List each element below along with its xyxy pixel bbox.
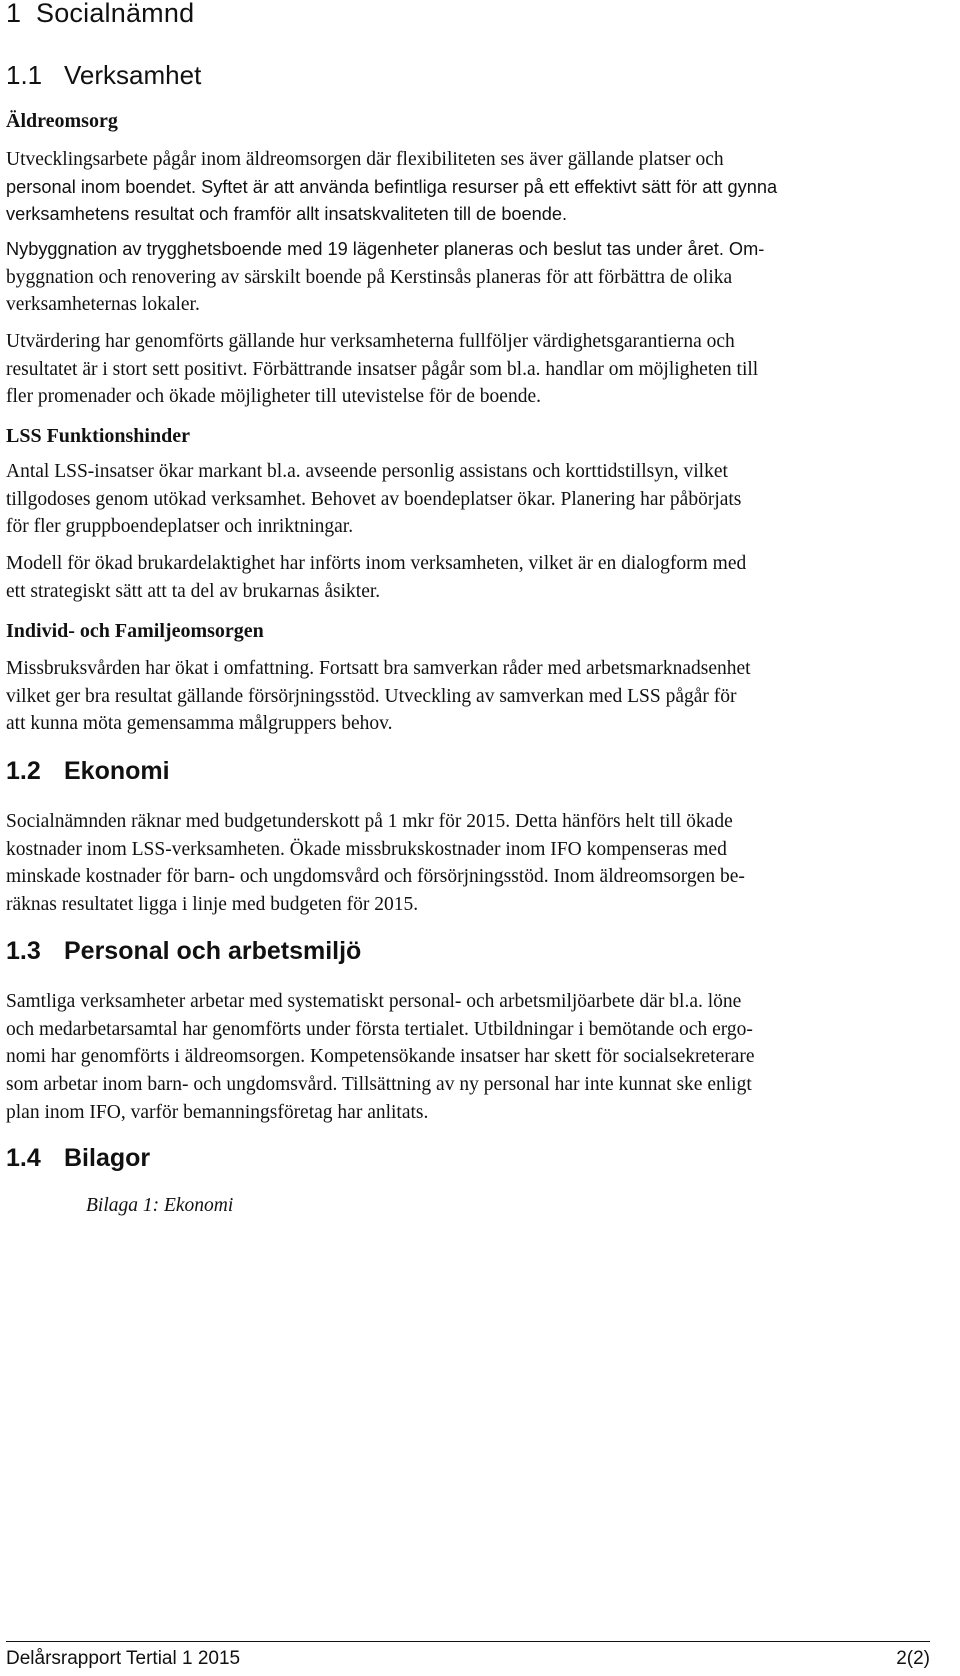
text-line: nomi har genomförts i äldreomsorgen. Kompetensökande insatser har skett för socialsekreterare (6, 1046, 755, 1068)
text-line: som arbetar inom barn- och ungdomsvård. Tillsättning av ny personal har inte kunnat ske enligt (6, 1074, 752, 1096)
paragraph-ekonomi (6, 808, 936, 919)
section-title: Ekonomi (64, 757, 170, 785)
section-number: 1.4 (6, 1144, 41, 1172)
section-heading-bilagor (6, 1144, 150, 1173)
subheading-ifo: Individ- och Familjeomsorgen (6, 620, 264, 642)
section-title: Personal och arbetsmiljö (64, 937, 362, 965)
paragraph-ifo-1 (6, 655, 936, 738)
footer-document-title: Delårsrapport Tertial 1 2015 (6, 1648, 241, 1669)
section-title: Verksamhet (64, 60, 202, 90)
section-number: 1.1 (6, 60, 43, 90)
section-heading-ekonomi (6, 757, 170, 786)
paragraph-aldreomsorg-2 (6, 236, 936, 319)
paragraph-aldreomsorg-3 (6, 328, 936, 411)
text-line: resultatet är i stort sett positivt. Förbättrande insatser pågår som bl.a. handlar om möjligheten till (6, 358, 759, 380)
text-line: Utvärdering har genomförts gällande hur verksamheterna fullföljer värdighetsgarantierna och (6, 331, 735, 352)
section-title: Bilagor (64, 1144, 151, 1172)
subheading-lss: LSS Funktionshinder (6, 425, 190, 447)
paragraph-lss-1 (6, 458, 936, 541)
text-line: Modell för ökad brukardelaktighet har införts inom verksamheten, vilket är en dialogform med (6, 553, 747, 574)
text-line: Socialnämnden räknar med budgetunderskott på 1 mkr för 2015. Detta hänförs helt till ökade (6, 811, 733, 832)
chapter-title: Socialnämnd (36, 0, 195, 28)
text-line: byggnation och renovering av särskilt boende på Kerstinsås planeras för att förbättra de olika (6, 266, 733, 288)
text-line: minskade kostnader för barn- och ungdomsvård och försörjningsstöd. Inom äldreomsorgen be- (6, 866, 745, 888)
text-line: personal inom boendet. Syftet är att använda befintliga resurser på ett effektivt sätt för att gynna (6, 176, 778, 197)
attachment-item: Bilaga 1: Ekonomi (86, 1195, 234, 1216)
text-line: tillgodoses genom utökad verksamhet. Behovet av boendeplatser ökar. Planering har påbörjats (6, 488, 742, 510)
text-line: och medarbetarsamtal har genomförts under första tertialet. Utbildningar i bemötande och ergo- (6, 1018, 753, 1040)
text-line: ett strategiskt sätt att ta del av brukarnas åsikter. (6, 580, 381, 602)
text-line: Missbruksvården har ökat i omfattning. Fortsatt bra samverkan råder med arbetsmarknadsenhet (6, 658, 751, 679)
section-heading-personal (6, 937, 361, 966)
text-line: vilket ger bra resultat gällande försörjningsstöd. Utveckling av samverkan med LSS pågår för (6, 685, 737, 707)
text-line: Utvecklingsarbete pågår inom äldreomsorgen där flexibiliteten ses äver gällande platser och (6, 149, 724, 170)
text-line: Samtliga verksamheter arbetar med systematiskt personal- och arbetsmiljöarbete där bl.a. löne (6, 991, 742, 1012)
text-line: verksamhetens resultat och framför allt insatskvaliteten till de boende. (6, 204, 568, 225)
text-line: fler promenader och ökade möjligheter till utevistelse för de boende. (6, 386, 541, 408)
footer-page-number: 2(2) (896, 1648, 930, 1669)
text-line: att kunna möta gemensamma målgruppers behov. (6, 713, 393, 735)
text-line: Antal LSS-insatser ökar markant bl.a. avseende personlig assistans och korttidstillsyn, vilket (6, 461, 728, 482)
paragraph-personal (6, 988, 936, 1127)
paragraph-lss-2 (6, 550, 936, 605)
footer-divider (6, 1641, 930, 1642)
section-heading-verksamhet (6, 60, 201, 91)
text-line: Nybyggnation av trygghetsboende med 19 lägenheter planeras och beslut tas under året. Om- (6, 239, 765, 259)
subheading-aldreomsorg: Äldreomsorg (6, 110, 118, 132)
chapter-number: 1 (6, 0, 22, 28)
paragraph-aldreomsorg-1 (6, 146, 936, 229)
text-line: räknas resultatet ligga i linje med budgeten för 2015. (6, 894, 419, 916)
section-number: 1.2 (6, 757, 41, 785)
chapter-heading (6, 0, 194, 29)
text-line: kostnader inom LSS-verksamheten. Ökade missbrukskostnader inom IFO kompenseras med (6, 838, 727, 860)
text-line: för fler gruppboendeplatser och inriktningar. (6, 516, 354, 538)
text-line: plan inom IFO, varför bemanningsföretag har anlitats. (6, 1101, 429, 1123)
section-number: 1.3 (6, 937, 41, 965)
text-line: verksamheternas lokaler. (6, 294, 200, 316)
